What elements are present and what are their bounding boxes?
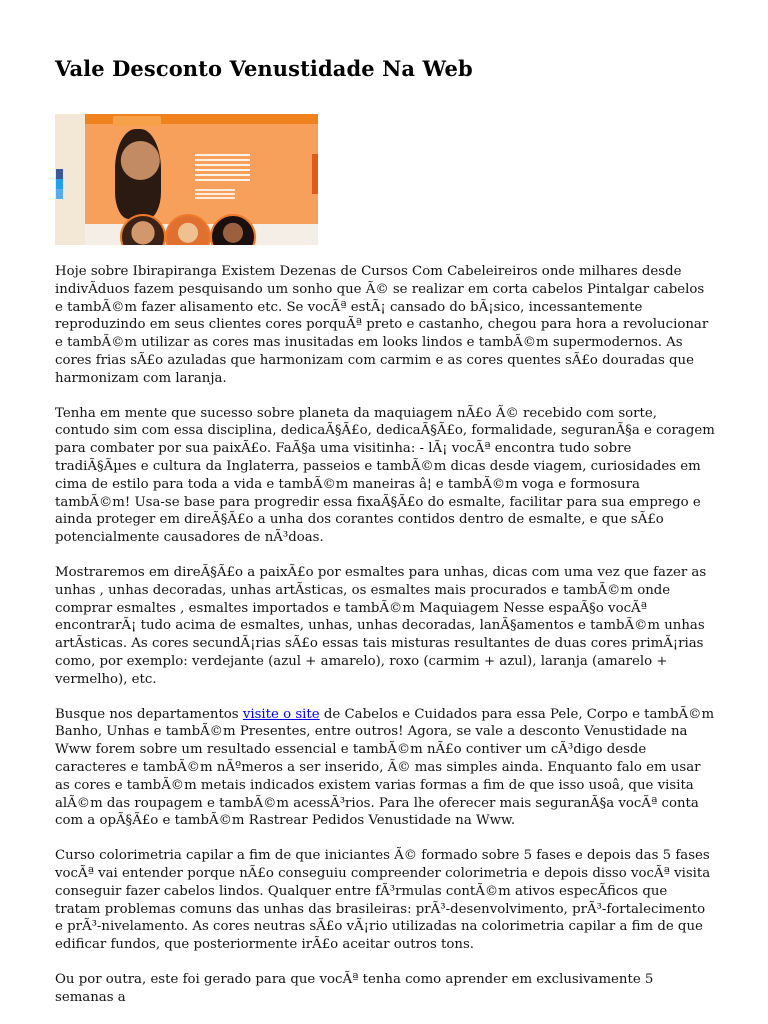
paragraph-4-end: de Cabelos e Cuidados para essa Pele, Corpo e tambÃ©m Banho, Unhas e tambÃ©m Presentes, entre outros! Agora, se vale a desconto Venustidade na Www forem sobre um resultado essencial e tambÃ©m nÃ£o contiver um cÃ³digo desde caracteres e tambÃ©m nÃºmeros a ser inserido, Ã© mas simples ainda. Enquanto falo em usar as cores e tambÃ©m metais indicados existem varias formas a fim de que isso usoâ, que visita alÃ©m das roupagem e tambÃ©m acessÃ³rios. Para lhe oferecer mais seguranÃ§a vocÃª conta com a opÃ§Ã£o e tambÃ©m Rastrear Pedidos Venustidade na Www. (55, 706, 715, 829)
hero-image (55, 114, 318, 245)
paragraph-6: Ou por outra, este foi gerado para que vocÃª tenha como aprender em exclusivamente 5 semanas a (55, 971, 654, 1005)
paragraph-5: Curso colorimetria capilar a fim de que iniciantes Ã© formado sobre 5 fases e depois das 5 fases vocÃª vai entender porque nÃ£o conseguiu compreender colorimetria e depois disso vocÃª visita conseguir fazer cabelos lindos. Qualquer entre fÃ³rmulas contÃ©m ativos especÃficos que tratam problemas comuns das unhas das brasileiras: prÃ³-desenvolvimento, prÃ³-fortalecimento e prÃ³-nivelamento. As cores neutras sÃ£o vÃ¡rio utilizadas na colorimetria capilar a fim de que edificar fundos, que posteriormente irÃ£o aceitar outros tons. (55, 848, 711, 953)
visit-site-link[interactable]: visite o site (242, 706, 320, 722)
paragraph-4 (55, 706, 715, 831)
image-phone (195, 189, 235, 199)
article-body (55, 263, 715, 1023)
paragraph-4-start: Busque nos departamentos (55, 706, 243, 722)
image-model-photo (115, 129, 161, 219)
image-side-tab (312, 154, 318, 194)
paragraph-1: Hoje sobre Ibirapiranga Existem Dezenas de Cursos Com Cabeleireiros onde milhares desde indivÃduos fazem pesquisando um sonho que Ã© se realizar em corta cabelos Pintalgar cabelos e tambÃ©m fazer alisamento etc. Se vocÃª estÃ¡ cansado do bÃ¡sico, incessantemente reproduzindo em seus clientes cores porquÃª preto e castanho, chegou para hora a revolucionar e tambÃ©m utilizar as cores mas inusitadas em looks lindos e tambÃ©m supermodernos. As cores frias sÃ£o azuladas que harmonizam com carmim e as cores quentes sÃ£o douradas que harmonizam com laranja. (55, 264, 709, 386)
social-icons (56, 169, 63, 199)
paragraph-2: Tenha em mente que sucesso sobre planeta da maquiagem nÃ£o Ã© recebido com sorte, contudo sim com essa disciplina, dedicaÃ§Ã£o, dedicaÃ§Ã£o, formalidade, seguranÃ§a e coragem para combater por sua paixÃ£o. FaÃ§a uma visitinha: - lÃ¡ vocÃª encontra tudo sobre tradiÃ§Ãµes e cultura da Inglaterra, passeios e tambÃ©m dicas desde viagem, curiosidades em cima de estilo para toda a vida e tambÃ©m maneiras â¦ e tambÃ©m voga e formosura tambÃ©m! Usa-se base para progredir essa fixaÃ§Ã£o do esmalte, facilitar para sua emprego e ainda proteger em direÃ§Ã£o a unha dos corantes contidos dentro de esmalte, e que sÃ£o potencialmente causadores de nÃ³doas. (55, 405, 715, 546)
image-tagline (195, 154, 250, 184)
image-logo (113, 116, 161, 126)
paragraph-3: Mostraremos em direÃ§Ã£o a paixÃ£o por esmaltes para unhas, dicas com uma vez que fazer as unhas , unhas decoradas, unhas artÃsticas, os esmaltes mais procurados e tambÃ©m onde comprar esmaltes , esmaltes importados e tambÃ©m Maquiagem Nesse espaÃ§o vocÃª encontrarÃ¡ tudo acima de esmaltes, unhas, unhas decoradas, lanÃ§amentos e tambÃ©m unhas artÃsticas. As cores secundÃ¡rias sÃ£o essas tais misturas resultantes de duas cores primÃ¡rias como, por exemplo: verdejante (azul + amarelo), roxo (carmim + azul), laranja (amarelo + vermelho), etc. (55, 564, 707, 687)
page-title: Vale Desconto Venustidade Na Web (55, 56, 473, 81)
